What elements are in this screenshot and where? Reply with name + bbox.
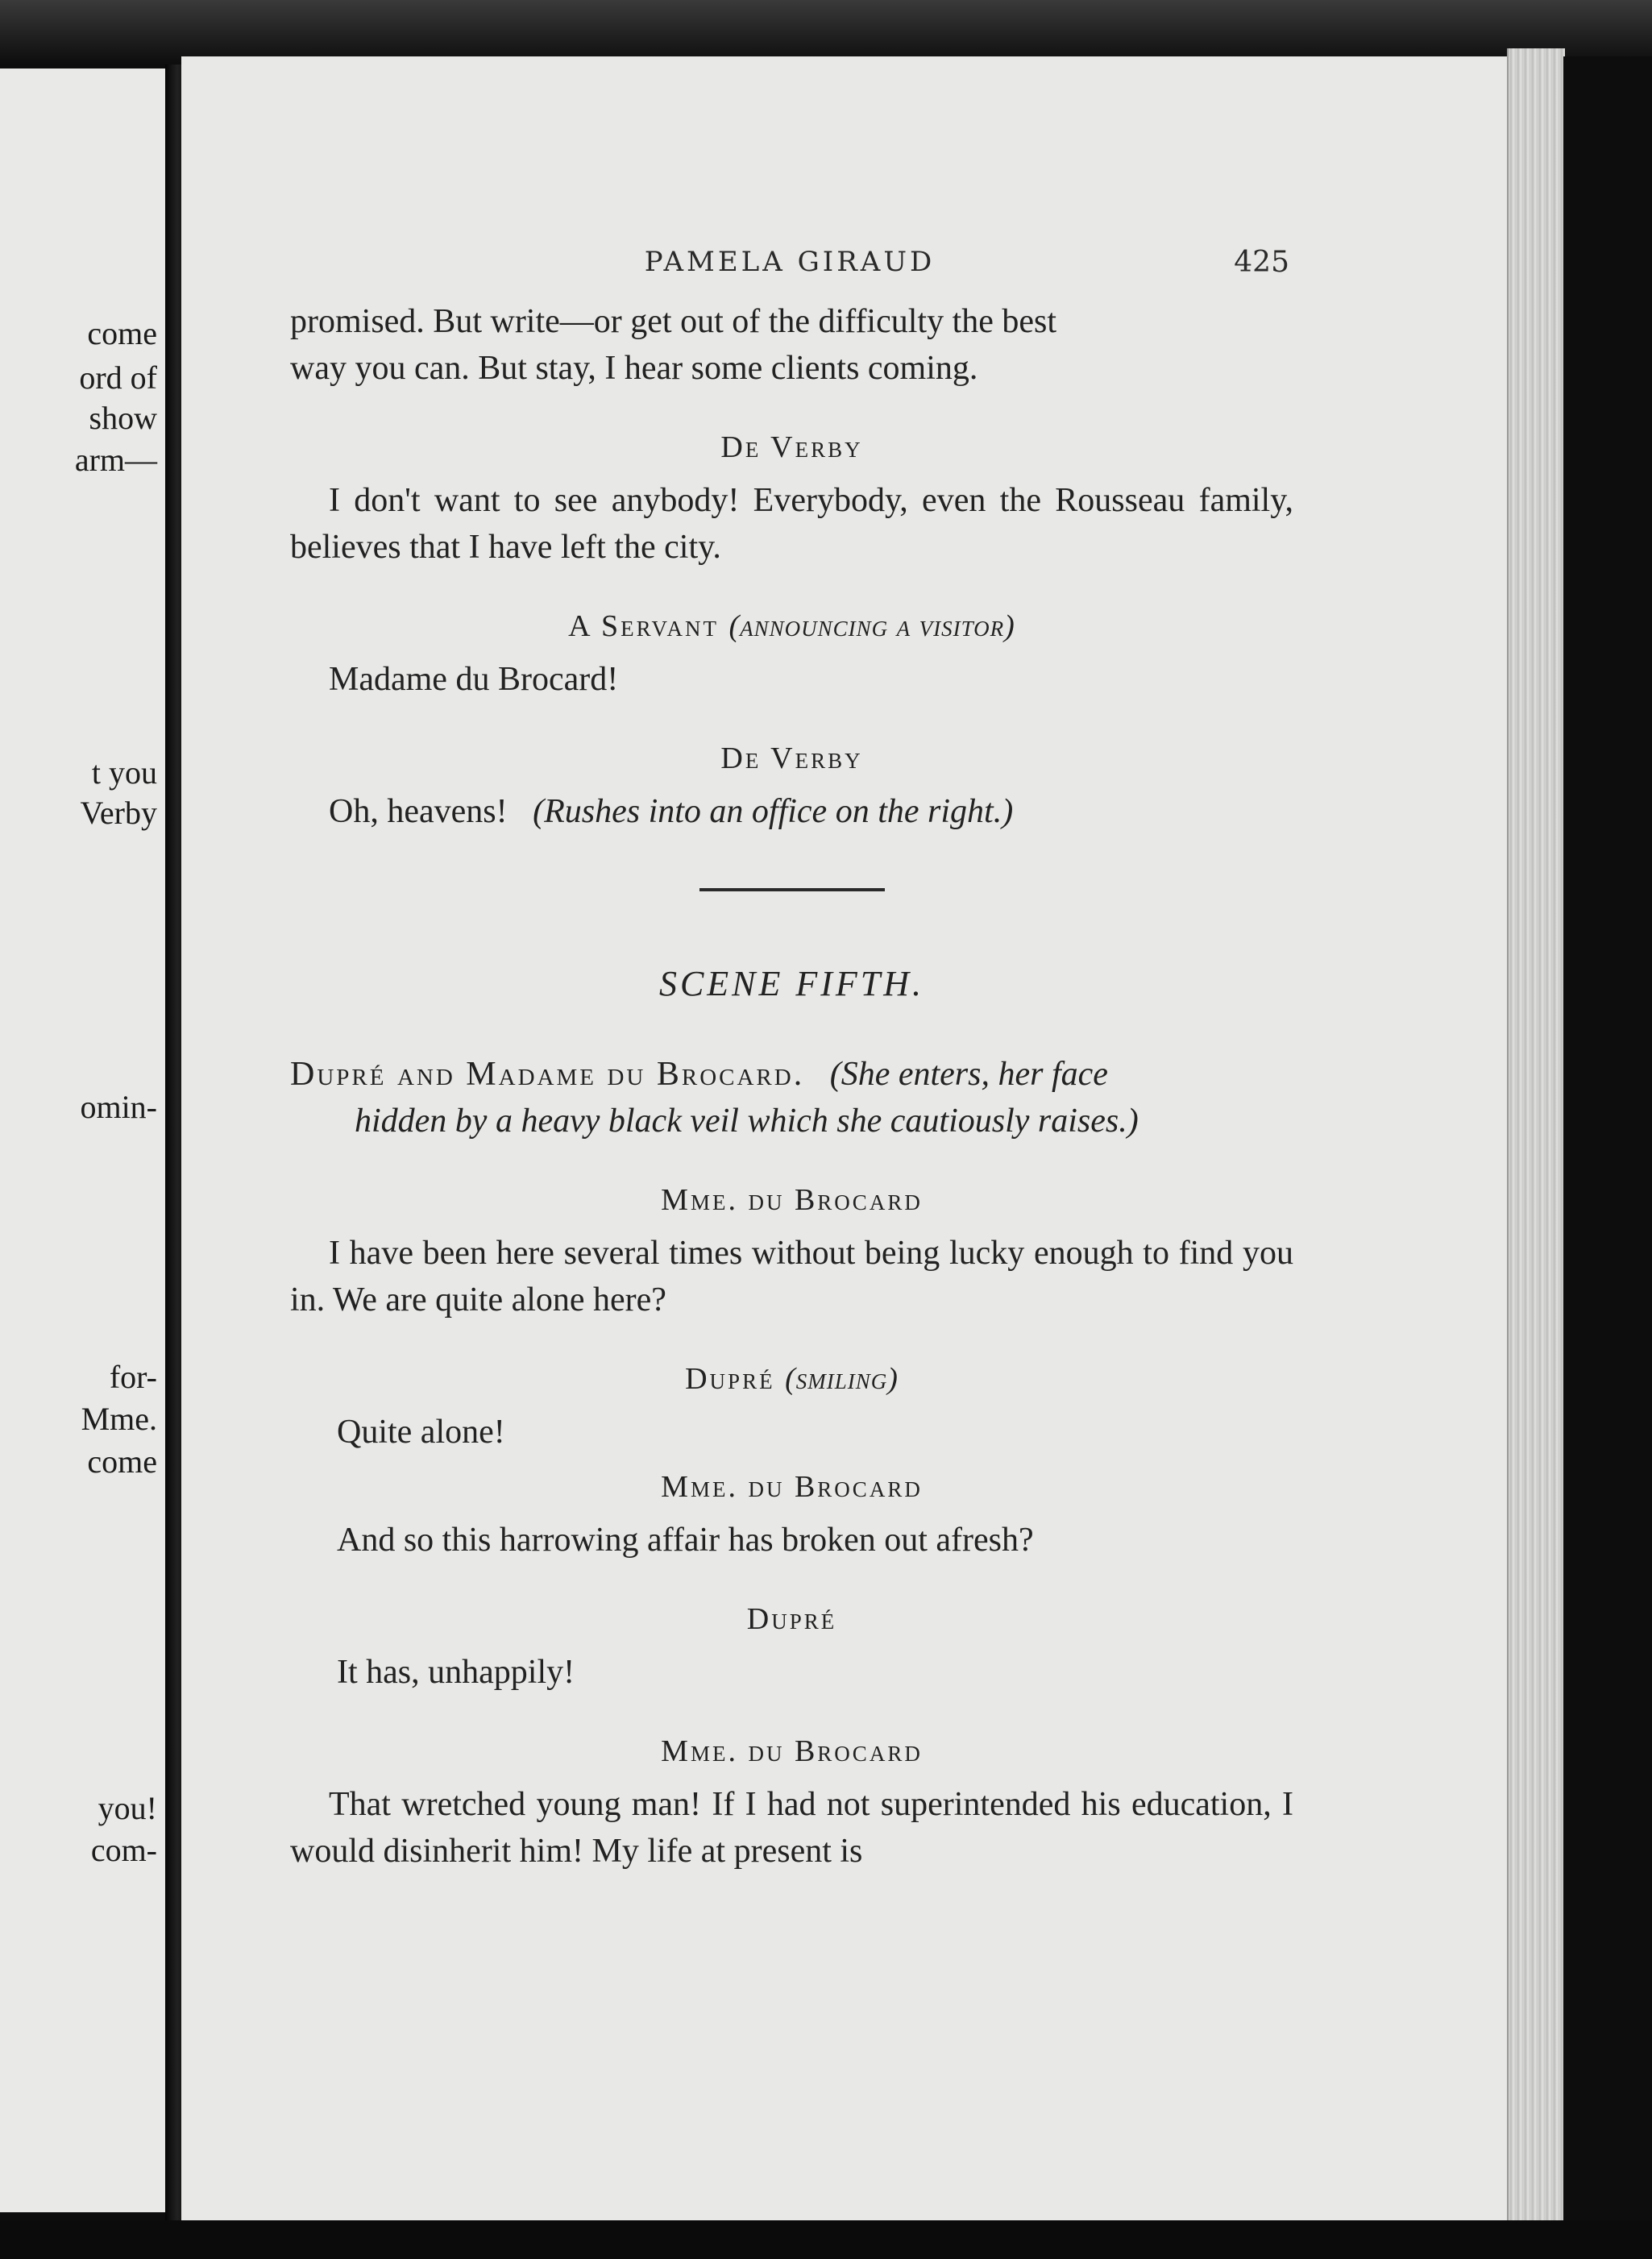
- speaker-name: De Verby: [720, 741, 863, 775]
- dialogue-paragraph: Quite alone!: [337, 1414, 505, 1451]
- speaker-name: Dupré: [746, 1602, 837, 1636]
- left-page-fragment: t you: [91, 754, 157, 791]
- page-body: [290, 298, 1293, 1875]
- stage-direction: (She enters, her face: [829, 1056, 1108, 1093]
- running-head: PAMELA GIRAUD: [644, 246, 936, 278]
- scene-title: SCENE FIFTH.: [658, 964, 925, 1003]
- dialogue-paragraph: It has, unhappily!: [337, 1654, 575, 1691]
- left-page-fragment: show: [89, 400, 157, 436]
- speaker-name: A Servant: [568, 609, 719, 643]
- left-page-fragment: you!: [98, 1790, 157, 1826]
- speaker-name: Mme. du Brocard: [661, 1734, 923, 1768]
- paragraph-line: way you can. But stay, I hear some clients coming.: [290, 350, 978, 387]
- dialogue-paragraph: That wretched young man! If I had not superintended his education, I would disinherit him! My life at present is: [290, 1786, 1293, 1870]
- left-page-fragment: come: [87, 315, 157, 351]
- left-page-fragment: for-: [109, 1359, 157, 1395]
- scene-divider: [699, 888, 885, 891]
- speaker-heading: [290, 1356, 1293, 1402]
- left-page-fragment: com-: [90, 1832, 157, 1868]
- left-page-fragment: Mme.: [81, 1401, 157, 1437]
- speaker-name: Dupré: [685, 1362, 775, 1396]
- stage-characters: Dupré and Madame du Brocard.: [290, 1056, 805, 1093]
- stage-direction: (Rushes into an office on the right.): [533, 793, 1014, 830]
- scan-top-border: [0, 0, 1652, 64]
- stage-heading: [290, 1051, 1293, 1098]
- page-stack-edges: [1507, 48, 1565, 2224]
- left-page-fragment: Verby: [80, 795, 157, 831]
- speaker-name: Mme. du Brocard: [661, 1470, 923, 1504]
- left-page-fragment: omin-: [80, 1089, 157, 1125]
- page-number: 425: [1234, 246, 1289, 279]
- dialogue-paragraph: I don't want to see anybody! Everybody, even the Rousseau family, believes that I have left the city.: [290, 482, 1293, 566]
- page-header: [290, 246, 1289, 294]
- left-page-fragment: ord of: [79, 359, 157, 396]
- dialogue-paragraph: Madame du Brocard!: [329, 661, 619, 698]
- speaker-name: Mme. du Brocard: [661, 1183, 923, 1217]
- paragraph-line: promised. But write—or get out of the difficulty the best: [290, 303, 1057, 340]
- speaker-name: De Verby: [720, 430, 863, 464]
- dialogue-paragraph: I have been here several times without being lucky enough to find you in. We are quite alone here?: [290, 1235, 1293, 1318]
- left-page-fragment: arm—: [74, 442, 157, 478]
- speaker-direction: (announcing a visitor): [728, 609, 1015, 643]
- stage-direction-continued: hidden by a heavy black veil which she cautiously raises.): [355, 1103, 1139, 1140]
- dialogue-paragraph: And so this harrowing affair has broken out afresh?: [337, 1522, 1034, 1559]
- scan-right-border: [1563, 56, 1652, 2259]
- dialogue-text: Oh, heavens!: [329, 793, 508, 830]
- speaker-heading: [290, 603, 1293, 650]
- scan-bottom-border: [0, 2220, 1652, 2259]
- left-facing-page: [0, 69, 165, 2212]
- dialogue-paragraph: [290, 788, 1293, 835]
- speaker-direction: (smiling): [785, 1362, 899, 1396]
- left-page-fragment: come: [87, 1443, 157, 1480]
